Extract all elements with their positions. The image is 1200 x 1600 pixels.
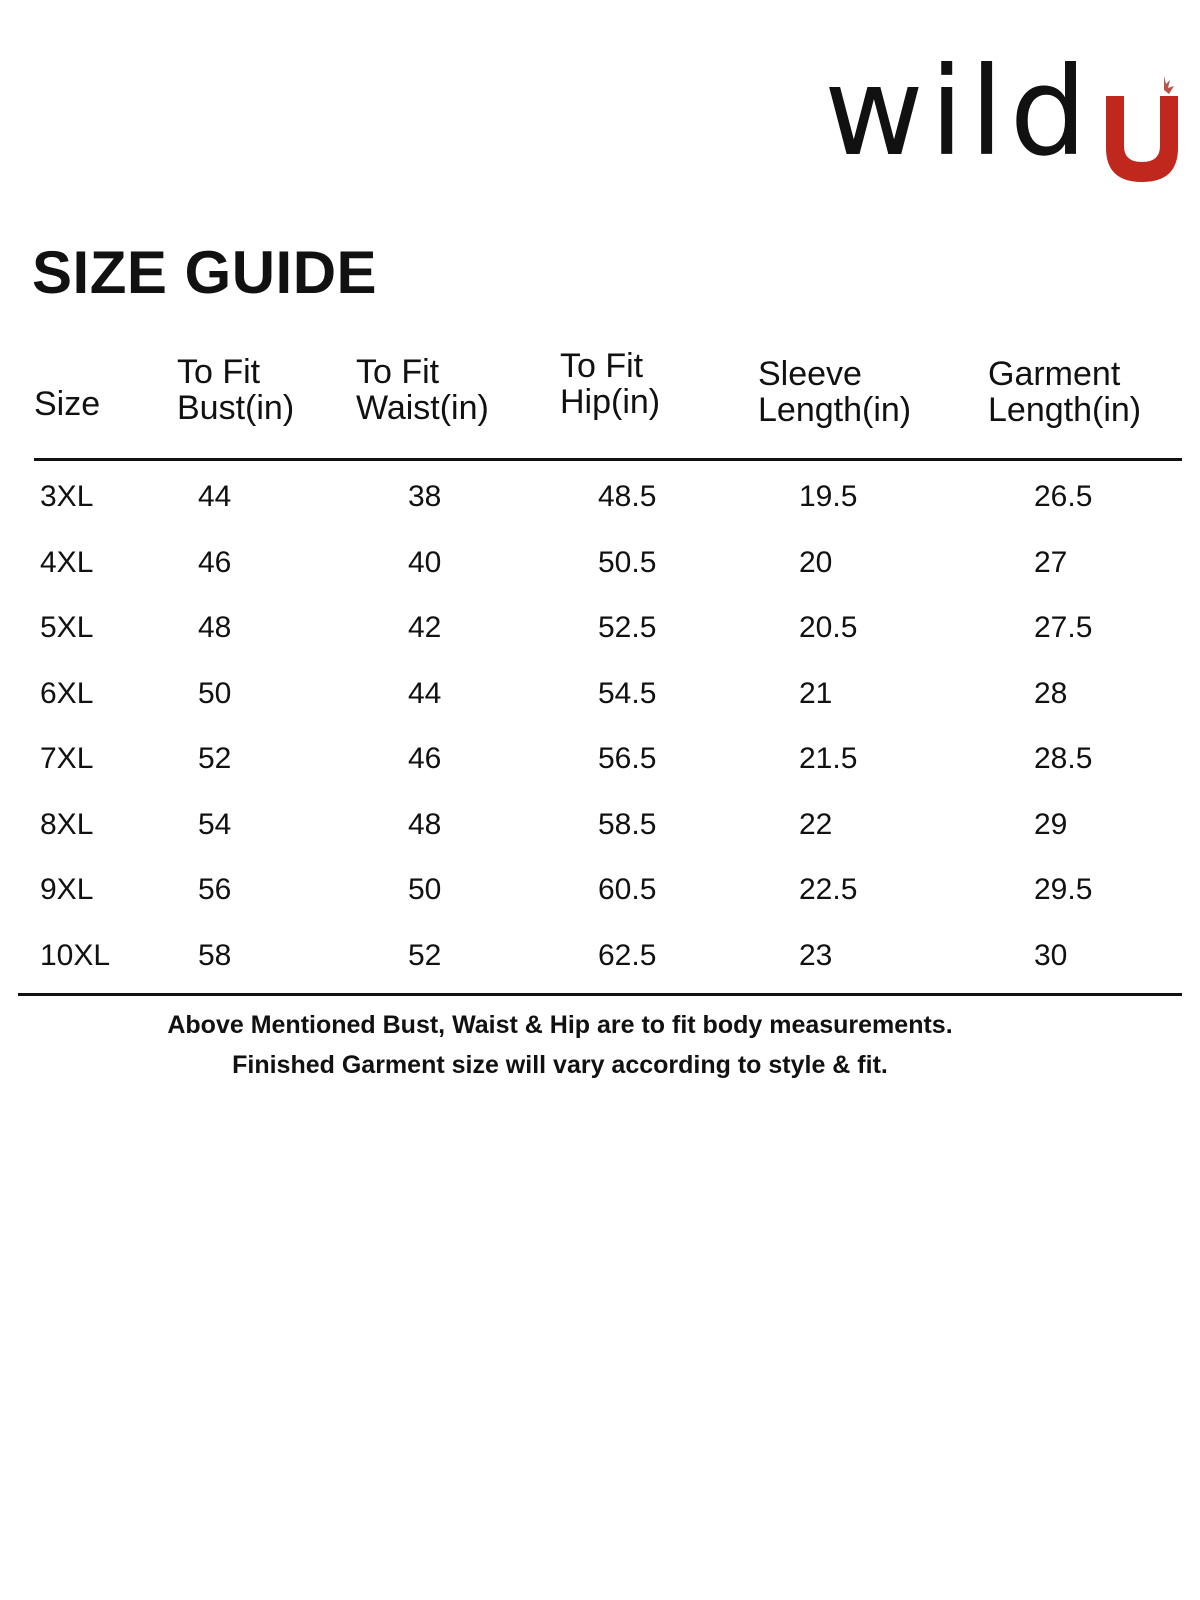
- cell-garment: 29: [1034, 807, 1068, 841]
- table-header-row: [34, 347, 1182, 458]
- header-bust-line1: To Fit: [177, 353, 261, 391]
- cell-garment: 28: [1034, 676, 1068, 710]
- cell-bust: 44: [198, 480, 232, 513]
- cell-size: 5XL: [40, 611, 94, 644]
- cell-size: 9XL: [40, 873, 94, 906]
- header-waist-line1: To Fit: [356, 353, 440, 391]
- header-garment-line1: Garment: [988, 355, 1121, 393]
- cell-waist: 42: [408, 611, 442, 644]
- note-line-2: Finished Garment size will vary according to style & fit.: [232, 1051, 888, 1079]
- cell-garment: 29.5: [1034, 873, 1093, 906]
- cell-hip: 62.5: [598, 938, 657, 972]
- cell-waist: 48: [408, 807, 442, 841]
- cell-size: 4XL: [40, 545, 94, 579]
- brand-logo: [824, 42, 1179, 182]
- cell-waist: 38: [408, 480, 442, 513]
- cell-sleeve: 22.5: [799, 873, 858, 906]
- header-hip: [560, 348, 660, 420]
- logo-wordmark: wild: [824, 41, 1094, 183]
- cell-sleeve: 23: [799, 938, 833, 972]
- cell-size: 10XL: [40, 938, 111, 972]
- header-sleeve-line2: Length(in): [758, 391, 912, 429]
- note-line-1: Above Mentioned Bust, Waist & Hip are to fit body measurements.: [167, 1011, 953, 1039]
- header-garment-line2: Length(in): [988, 391, 1142, 429]
- table-row: [34, 789, 1182, 855]
- cell-hip: 48.5: [598, 480, 657, 513]
- cell-hip: 60.5: [598, 873, 657, 906]
- header-size: [34, 386, 100, 422]
- header-hip-line1: To Fit: [560, 347, 644, 385]
- cell-bust: 48: [198, 611, 232, 644]
- cell-waist: 44: [408, 676, 442, 710]
- cell-sleeve: 21.5: [799, 742, 858, 775]
- table-row: [34, 854, 1182, 920]
- cell-bust: 46: [198, 545, 232, 579]
- page-title: SIZE GUIDE: [32, 239, 378, 306]
- cell-bust: 54: [198, 807, 232, 841]
- cell-hip: 54.5: [598, 676, 657, 710]
- logo-u-flourish: [1164, 76, 1174, 94]
- table-row: [34, 658, 1182, 724]
- cell-hip: 56.5: [598, 742, 657, 775]
- table-bottom-divider: [18, 993, 1182, 996]
- cell-bust: 50: [198, 676, 232, 710]
- cell-sleeve: 20: [799, 545, 833, 579]
- cell-sleeve: 19.5: [799, 480, 858, 513]
- cell-waist: 52: [408, 938, 442, 972]
- cell-garment: 26.5: [1034, 480, 1093, 513]
- cell-sleeve: 20.5: [799, 611, 858, 644]
- header-waist-line2: Waist(in): [356, 389, 489, 427]
- header-size-label: Size: [34, 385, 101, 423]
- cell-bust: 58: [198, 938, 232, 972]
- cell-size: 8XL: [40, 807, 94, 841]
- cell-hip: 52.5: [598, 611, 657, 644]
- cell-garment: 27: [1034, 545, 1068, 579]
- header-waist: [356, 354, 489, 426]
- logo-u-mark: [1106, 76, 1178, 182]
- logo-u-shape: [1106, 96, 1178, 182]
- size-table: [34, 347, 1182, 972]
- table-row: [34, 527, 1182, 593]
- cell-bust: 52: [198, 742, 232, 775]
- cell-garment: 28.5: [1034, 742, 1093, 775]
- cell-bust: 56: [198, 873, 232, 906]
- cell-size: 3XL: [40, 480, 94, 513]
- header-bust: [177, 354, 294, 426]
- header-bust-line2: Bust(in): [177, 389, 295, 427]
- table-row: [34, 723, 1182, 789]
- header-garment: [988, 356, 1141, 428]
- cell-size: 7XL: [40, 742, 94, 775]
- table-body: [34, 461, 1182, 985]
- cell-size: 6XL: [40, 676, 94, 710]
- cell-garment: 30: [1034, 938, 1068, 972]
- table-row: [34, 920, 1182, 986]
- cell-sleeve: 21: [799, 676, 833, 710]
- header-sleeve-line1: Sleeve: [758, 355, 862, 393]
- cell-garment: 27.5: [1034, 611, 1093, 644]
- table-row: [34, 592, 1182, 658]
- cell-hip: 50.5: [598, 545, 657, 579]
- cell-sleeve: 22: [799, 807, 833, 841]
- table-row: [34, 461, 1182, 527]
- cell-hip: 58.5: [598, 807, 657, 841]
- header-sleeve: [758, 356, 911, 428]
- header-hip-line2: Hip(in): [560, 383, 661, 421]
- cell-waist: 46: [408, 742, 442, 775]
- cell-waist: 50: [408, 873, 442, 906]
- cell-waist: 40: [408, 545, 442, 579]
